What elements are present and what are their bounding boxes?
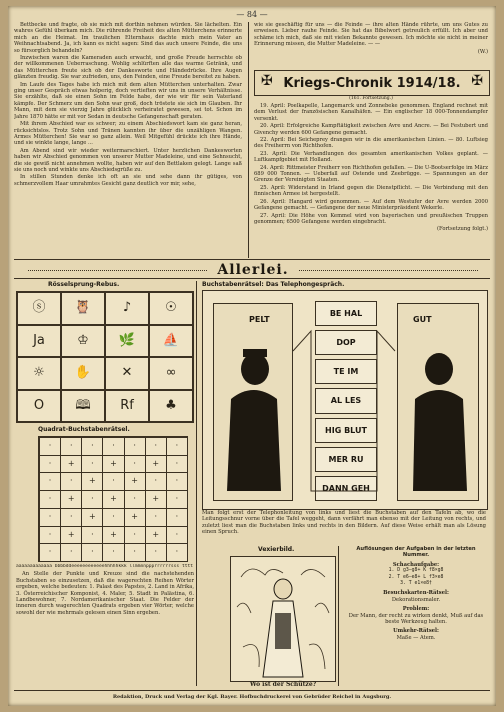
iron-cross-icon: ✠ [261, 73, 273, 89]
quadrat-cell: · [124, 543, 146, 562]
imprint-footer: Redaktion, Druck und Verlag der Kgl. Bayer. Hofbuchdruckerei von Gebrüder Reichel in Augsburg. [112, 694, 392, 700]
chronik-entry: 20. April: Erfolgreiche Kampftätigkeit zwischen Avre und Ancre. — Bei Festubert und Givenchy werden 600 Gefangene gemacht. [254, 123, 488, 136]
rebus-symbol: Rf [120, 397, 134, 413]
quadrat-cell: + [124, 472, 146, 491]
newspaper-page [8, 6, 496, 706]
rebus-cell [105, 390, 149, 423]
woman-figure [231, 557, 335, 681]
chronik-entry: 22. April: Bei Seicheprey drangen wir in die amerikanischen Linien. — 80. Luftsieg des Freiherrn von Richthofen. [254, 137, 488, 150]
problem-title: Problem: [402, 606, 430, 613]
chronik-continuation: (Fortsetzung folgt.) [436, 226, 488, 233]
quadrat-cell: · [60, 508, 82, 527]
rebus-symbol: 🕮 [75, 397, 91, 413]
chronik-entry: 23. April: Die Verhandlungen des gesamten amerikanischen Volkes geplant. — Luftkampfgebiet mit Holland. [254, 150, 488, 164]
quadrat-cell: · [81, 543, 103, 562]
rebus-cell [61, 292, 105, 325]
rebus-cell [17, 357, 61, 390]
chronik-entry: 26. April: Hangard wird genommen. — Auf dem Westufer der Avre werden 2000 Gefangene gemacht. — Gefangene der neue Ministerpräsident Wekerle. [254, 198, 488, 212]
story-column [14, 22, 242, 258]
rebus-cell [17, 292, 61, 325]
rebus-cell [61, 325, 105, 358]
quadrat-cell: + [145, 455, 167, 474]
quadrat-cell: · [39, 526, 61, 545]
quadrat-cell: · [102, 543, 124, 562]
quadrat-cell: + [102, 526, 124, 545]
schach-line: 2. T e6—e8+ L f3×e8 [388, 574, 444, 580]
column-divider [248, 22, 249, 258]
telefon-title: Buchstabenrätsel: Das Telephongespräch. [202, 281, 345, 288]
chronik-body [254, 103, 488, 258]
quadrat-cell: · [124, 455, 146, 474]
story-paragraph: Mit ihrem Abschied war es schwer; zu einem Abschiedswort kam sie ganz heran, rücksichtslos. Trotz Sohn und Tränen kannten ihr über die unzähligen Wangen. Armes Mütterchen! Sie war so ganz allein. Weil Mitgefühl drückte ich ihre Hände, und sie winkte lange, lange ... [14, 121, 242, 147]
quadrat-cell: · [60, 472, 82, 491]
quadrat-cell: + [124, 508, 146, 527]
page-number: — 84 — [236, 10, 268, 19]
rebus-symbol: ☼ [33, 365, 45, 380]
story-paragraph: Inzwischen waren die Kameraden auch erwacht, und große Freude herrschte ob der willkommenen Ueberraschung. Wohlig schlürften alle das warme Getränk, und das Mütterchen freute sich ob der Dankesworte und Händedrücke. Ihre Augen glänzten freudig. Sie war zufrieden, uns, den Feinden, eine Freude bereitet zu haben. [14, 55, 242, 81]
roesselsprung-grid [16, 291, 194, 423]
vexierbild-question: Wo ist der Schütze? [249, 681, 317, 688]
quadrat-cell: · [166, 472, 188, 491]
quadrat-cell: · [124, 526, 146, 545]
section-rule [14, 259, 490, 260]
quadrat-cell: + [81, 472, 103, 491]
decorative-rule [28, 270, 207, 271]
quadrat-cell: · [145, 472, 167, 491]
vexierbild-picture [230, 556, 336, 682]
quadrat-cell: · [39, 508, 61, 527]
rebus-symbol: ⛵ [162, 332, 180, 348]
chronik-entry: 25. April: Widerstand in Irland gegen die Dienstpflicht. — Die Verbindung mit den finnischen Armee ist hergestellt. [254, 184, 488, 198]
quadrat-cell: + [81, 508, 103, 527]
word-tablet: AL LES [315, 388, 377, 413]
rebus-symbol: ♔ [77, 332, 89, 348]
quadrat-cell: · [39, 543, 61, 562]
man-right-silhouette [407, 341, 473, 491]
quadrat-cell: · [81, 490, 103, 509]
rebus-symbol: 🦉 [74, 300, 92, 315]
quadrat-cell: · [166, 490, 188, 509]
quadrat-cell: + [145, 526, 167, 545]
section-rule [14, 278, 490, 279]
rebus-symbol: ⓢ [32, 300, 46, 315]
quadrat-cell: · [39, 437, 61, 456]
footer-rule [14, 690, 490, 691]
quadrat-cell: · [166, 543, 188, 562]
quadrat-cell: · [81, 437, 103, 456]
word-tablet: DANN GEH [315, 476, 377, 501]
quadrat-cell: + [145, 490, 167, 509]
quadrat-cell: + [60, 455, 82, 474]
phone-wire [291, 311, 397, 501]
chronik-header [254, 70, 490, 96]
rebus-symbol: O [33, 397, 45, 413]
word-tablet: HIG BLUT [315, 418, 377, 443]
quadrat-text [16, 564, 194, 682]
rebus-symbol: ♣ [165, 397, 177, 413]
story-paragraph: wie sie geschäftig für uns — die Feinde — ihre alten Hände rührte, um uns Gutes zu erweisen. Lieber rauhe Feinde. Sie hat das Bibelwort getreulich erfüllt. Ich aber und schäme ich mich, daß sie mit vielen Bekannte gewesen. Ich möchte sie nicht in meiner Erinnerung missen, die Mutter Madeleine. — — [254, 22, 488, 48]
quadrat-cell: · [39, 455, 61, 474]
allerlei-header [28, 262, 478, 278]
chronik-title: Kriegs-Chronik 1914/18. [283, 75, 461, 91]
quadrat-description: An Stelle der Punkte und Kreuze sind die nachstehenden Buchstaben so einzusetzen, daß die wagerechten Reihen Wörter ergeben, welche bedeuten: 1. Palast des Papstes, 2. Land in Afrika, 3. Österreichischer Komponist, 4. Maler, 5. Stadt in Palästina, 6. Landbewohner, 7. Nordamerikanischer Staat. Die Felder der inneren durch wagerechten Quadrats ergeben vier Wörter, welche sowohl der wie mehrmals gelesen einen Sinn ergeben. [16, 571, 194, 616]
rebus-symbol: ✕ [121, 365, 133, 380]
quadrat-cell: + [60, 490, 82, 509]
problem-text: Der Mann, der recht zu wirken denkt, Muß auf das beste Werkzeug halten. [348, 612, 484, 626]
quadrat-cell: · [166, 526, 188, 545]
iron-cross-icon: ✠ [471, 73, 483, 89]
quadrat-cell: + [102, 455, 124, 474]
umkehr-answer: Maße — Atem. [396, 634, 436, 641]
rebus-symbol: 🌿 [118, 332, 136, 348]
quadrat-cell: · [145, 508, 167, 527]
quadrat-cell: · [60, 437, 82, 456]
quadrat-letters: aaaaaaaaaaaaa bbbbddeeeeeeeeeeeehhhhhkkk llmmnnppprrrrrrsss tttt [16, 564, 194, 569]
quadrat-cell: · [39, 490, 61, 509]
rebus-title: Besuchskarten-Rätsel: [383, 590, 449, 597]
chronik-subtitle: (161. Fortsetzung.) [349, 96, 393, 101]
quadrat-cell: · [124, 490, 146, 509]
chronik-entry: 27. April: Die Höhe von Kemmel wird von bayerischen und preußischen Truppen genommen; 6500 Gefangene werden eingebracht. [254, 212, 488, 225]
word-tablet: DOP [315, 330, 377, 355]
quadrat-cell: · [166, 455, 188, 474]
rebus-cell [17, 325, 61, 358]
quadrat-cell: · [81, 455, 103, 474]
chronik-entry: 24. April: Rittmeister Freiherr von Richthofen gefallen. — Die U-Bootserfolge im März 689 000 Tonnen. — Ueberfall auf Ostende und Zeebrügge. — Spannungen an der Grenze der Vereinigten Staaten. [254, 164, 488, 184]
roesselsprung-title: Rösselsprung-Rebus. [48, 281, 120, 288]
quadrat-cell: · [81, 526, 103, 545]
quadrat-title: Quadrat-Buchstabenrätsel. [38, 426, 130, 433]
story-paragraph: In stillen Stunden denke ich oft an sie und sehe dann ihr gütiges, von schmerzvollem Haar umrahmtes Gesicht ganz deutlich vor mir, sehe, [14, 174, 242, 187]
rebus-cell [61, 390, 105, 423]
vexierbild-title: Vexierbild. [258, 546, 295, 553]
allerlei-title: Allerlei. [217, 262, 289, 278]
telefon-text: Man folgt erst der Telephonleitung von links und liest die Buchstaben auf den Tafeln ab, wo die Leitungsschnur vorne über die Tafel weggeht, dann verfährt man ebenso mit der Leitung von rechts, und zuletzt liest man die Buchstaben links und rechts in den Bildern. Auf diese Weise erhält man als Lösung einen Spruch. [202, 510, 486, 536]
rebus-cell [61, 357, 105, 390]
rebus-cell [149, 390, 193, 423]
rebus-cell [105, 292, 149, 325]
umkehr-title: Umkehr-Rätsel: [393, 628, 439, 635]
solutions-title: Auflösungen der Aufgaben in der letzten Nummer. [356, 546, 476, 559]
solutions-block [344, 546, 488, 686]
decorative-rule [299, 270, 478, 271]
story-paragraph: Im Laufe des Tages habe ich mich mit dem alten Mütterchen unterhalten. Zwar ging unser Gespräch etwas holperig, doch vertieften wir uns in unsere Verhältnisse. Sie erzählte, daß sie einen Sohn im Felde habe, der wie wir für sein Vaterland kämpfe. Der Schmerz um den Sohn war groß, doch tröstete sie sich im Glauben. Ihr Mann, mit dem sie vierzig Jahre glücklich verheiratet gewesen, sei tot. Schon im Jahre 1870 hätte er mit vor Sedan in deutsche Gefangenschaft geraten. [14, 81, 242, 120]
left-speaker-name: PELT [249, 315, 270, 324]
word-tablet: BE HAL [315, 301, 377, 326]
schach-title: Schachaufgabe: [392, 561, 440, 568]
story-continuation [254, 22, 488, 66]
quadrat-cell: · [60, 543, 82, 562]
rebus-symbol: ☉ [165, 300, 177, 315]
rebus-cell [105, 357, 149, 390]
rebus-symbol: ✋ [74, 365, 92, 380]
rebus-cell [17, 390, 61, 423]
rebus-cell [149, 292, 193, 325]
man-left-silhouette [219, 341, 285, 491]
chronik-entry: 19. April: Poelkapelle, Langemarck und Zonnebeke genommen. England rechnet mit dem Verlust der französischen Kanalhäfen. — Ein englischer 18 000-Tonnendampfer versenkt. [254, 103, 488, 122]
quadrat-cell: + [102, 490, 124, 509]
story-paragraph: Bettbecke und fragte, ob sie mich mit dorthin nehmen würden. Sie lächelten. Ein wahres Gefühl überkam mich. Die rührende Freiheit des alten Mütterchens erinnerte mich an die Heimat. Im traulichen Elternhaus dachte mich mein Vater an Weihnachtsabend. Ja, ich kann es nicht sagen: Sind das auch unsere Feinde, die uns so fürsorglich behandeln? [14, 22, 242, 54]
quadrat-cell: · [145, 543, 167, 562]
quadrat-cell: · [124, 437, 146, 456]
rebus-cell [105, 325, 149, 358]
quadrat-cell: · [39, 472, 61, 491]
rebus-symbol: ♪ [122, 300, 132, 315]
word-tablet: MER RU [315, 447, 377, 472]
story-paragraph: Am Abend sind wir wieder weitermarschiert. Unter herzlichen Dankesworten haben wir Abschied genommen von unserer Mutter Madeleine, und eine Sehnsucht, die sie gewiß nicht annehmen wollte, haben wir auf den Bettlaken gelegt. Lange saß sie uns noch und winkte uns Abschiedsgrüße zu. [14, 147, 242, 173]
column-divider [338, 546, 339, 686]
schach-line: 1. D g3—g8+ K f8×g8 [388, 568, 444, 574]
quadrat-cell: · [145, 437, 167, 456]
quadrat-cell: · [102, 508, 124, 527]
rebus-symbol: Ja [33, 332, 45, 348]
story-signature: (W.) [477, 48, 488, 55]
quadrat-cell: · [166, 437, 188, 456]
rebus-symbol: ∞ [165, 365, 177, 380]
schach-line: 3. T e1×e8† [400, 581, 432, 587]
quadrat-grid [38, 436, 188, 562]
right-speaker-name: GUT [413, 315, 432, 324]
rebus-answer: Dekorationsmaler. [391, 596, 441, 603]
column-divider [196, 281, 197, 686]
quadrat-cell: + [60, 526, 82, 545]
rebus-cell [149, 357, 193, 390]
quadrat-cell: · [166, 508, 188, 527]
word-tablet: TE IM [315, 359, 377, 384]
quadrat-cell: · [102, 472, 124, 491]
quadrat-cell: · [102, 437, 124, 456]
telefon-puzzle [202, 290, 488, 510]
rebus-cell [149, 325, 193, 358]
